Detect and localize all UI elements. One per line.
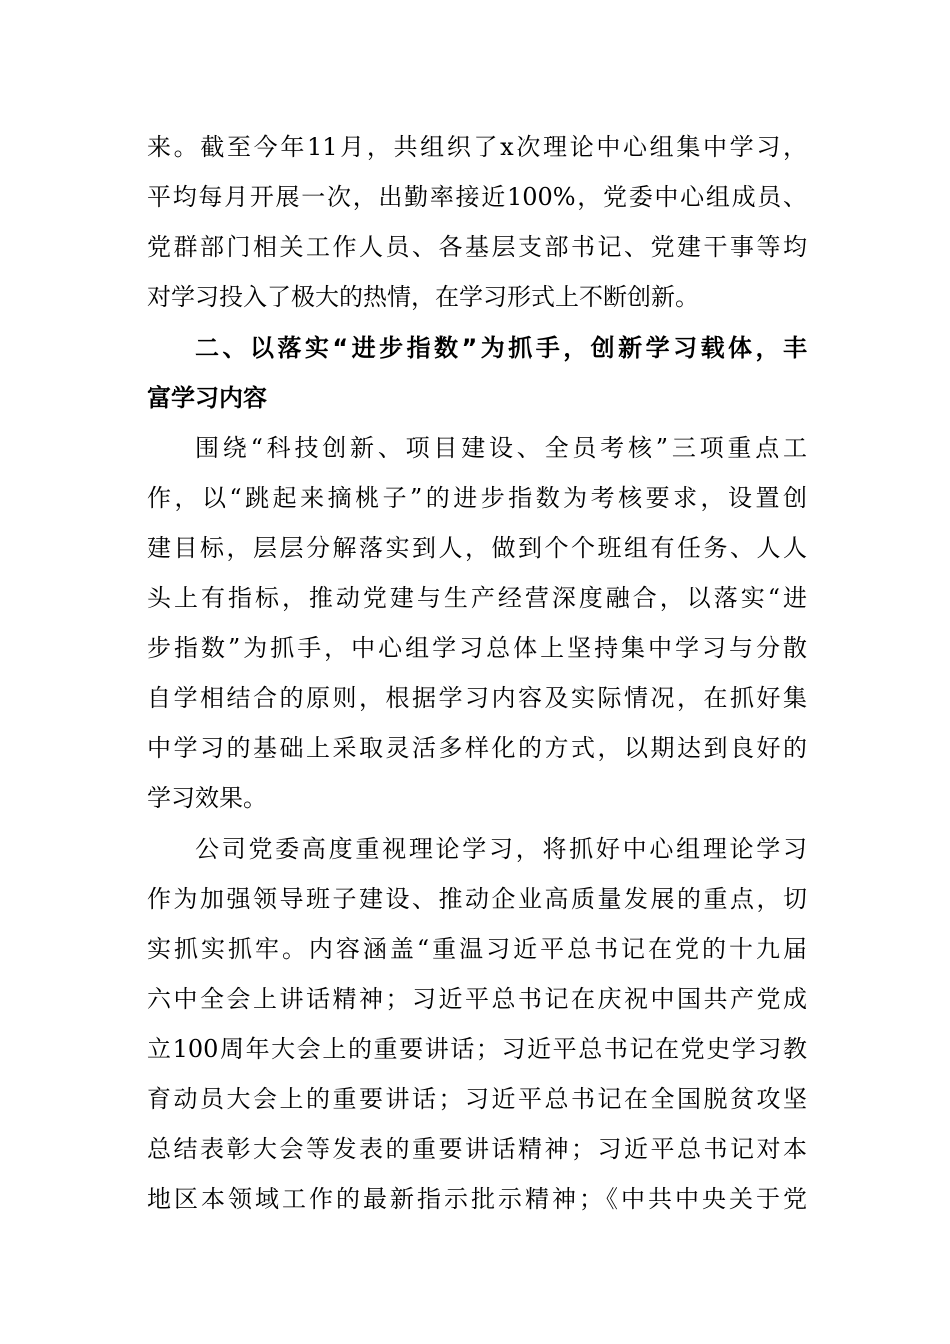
paragraph-3-line-8: 地区本领域工作的最新指示批示精神；《中共中央关于党 bbox=[147, 1185, 807, 1213]
paragraph-1-line-2: 平均每月开展一次，出勤率接近100%，党委中心组成员、 bbox=[147, 183, 807, 211]
paragraph-3-line-1: 公司党委高度重视理论学习，将抓好中心组理论学习 bbox=[195, 835, 807, 863]
paragraph-1-line-1: 来。截至今年11月，共组织了x次理论中心组集中学习， bbox=[147, 133, 807, 161]
paragraph-2-line-4: 头上有指标，推动党建与生产经营深度融合，以落实“进 bbox=[147, 584, 807, 612]
paragraph-3-line-2: 作为加强领导班子建设、推动企业高质量发展的重点，切 bbox=[147, 885, 807, 913]
section-heading-line-1: 二、以落实“进步指数”为抓手，创新学习载体，丰 bbox=[195, 334, 807, 362]
paragraph-3-line-7: 总结表彰大会等发表的重要讲话精神；习近平总书记对本 bbox=[147, 1135, 807, 1163]
paragraph-2-line-2: 作，以“跳起来摘桃子”的进步指数为考核要求，设置创 bbox=[147, 484, 807, 512]
paragraph-2-line-7: 中学习的基础上采取灵活多样化的方式，以期达到良好的 bbox=[147, 734, 807, 762]
paragraph-3-line-6: 育动员大会上的重要讲话；习近平总书记在全国脱贫攻坚 bbox=[147, 1085, 807, 1113]
paragraph-2-line-3: 建目标，层层分解落实到人，做到个个班组有任务、人人 bbox=[147, 534, 807, 562]
paragraph-3-line-4: 六中全会上讲话精神；习近平总书记在庆祝中国共产党成 bbox=[147, 985, 807, 1013]
paragraph-2-line-8: 学习效果。 bbox=[147, 784, 267, 812]
paragraph-1-line-4: 对学习投入了极大的热情，在学习形式上不断创新。 bbox=[147, 283, 699, 311]
paragraph-2-line-6: 自学相结合的原则，根据学习内容及实际情况，在抓好集 bbox=[147, 684, 807, 712]
paragraph-2-line-1: 围绕“科技创新、项目建设、全员考核”三项重点工 bbox=[195, 434, 807, 462]
paragraph-1-line-3: 党群部门相关工作人员、各基层支部书记、党建干事等均 bbox=[147, 233, 807, 261]
paragraph-2-line-5: 步指数”为抓手，中心组学习总体上坚持集中学习与分散 bbox=[147, 634, 807, 662]
section-heading-line-2: 富学习内容 bbox=[147, 384, 267, 412]
paragraph-3-line-5: 立100周年大会上的重要讲话；习近平总书记在党史学习教 bbox=[147, 1035, 807, 1063]
paragraph-3-line-3: 实抓实抓牢。内容涵盖“重温习近平总书记在党的十九届 bbox=[147, 935, 807, 963]
